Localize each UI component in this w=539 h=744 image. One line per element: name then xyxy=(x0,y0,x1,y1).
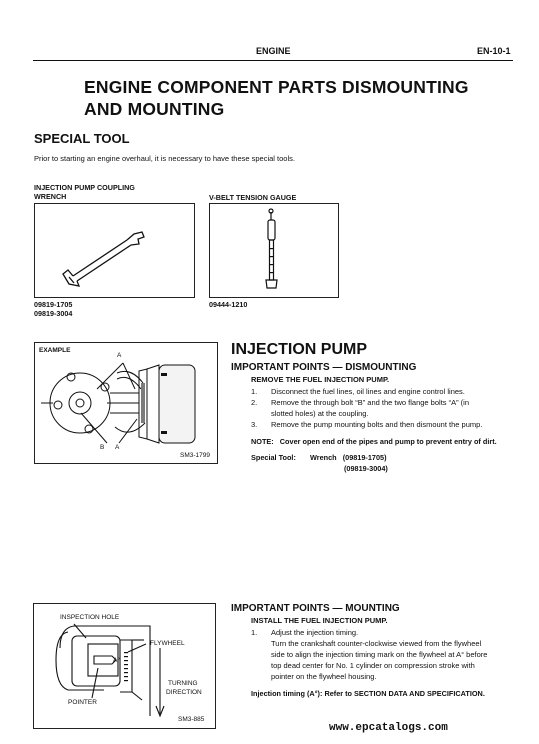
tool1-caption-line2: WRENCH xyxy=(34,192,67,201)
tool1-caption xyxy=(34,183,135,201)
mounting-heading: IMPORTANT POINTS — MOUNTING xyxy=(231,603,400,614)
tool1-figure xyxy=(34,203,195,298)
footer-url: www.epcatalogs.com xyxy=(329,722,448,734)
fig1-label: EXAMPLE xyxy=(39,347,71,354)
tool1-part1: 09819-1705 xyxy=(34,300,73,309)
special-tool-label: Special Tool: xyxy=(251,453,296,462)
tool2-caption-line1: V-BELT TENSION GAUGE xyxy=(209,193,297,202)
special-tool-wrench: Wrench (09819-1705) xyxy=(310,453,387,462)
tool1-part-numbers xyxy=(34,300,72,318)
fig1-callout-b: B xyxy=(100,444,105,451)
flywheel-timing-diagram xyxy=(34,604,215,728)
wrench-icon xyxy=(35,204,194,297)
flywheel-figure xyxy=(33,603,216,729)
dismount-step-3-num: 3. xyxy=(251,420,258,429)
tool2-figure xyxy=(209,203,339,298)
special-tool-wrench-part2: (09819-3004) xyxy=(344,464,388,473)
injection-timing-note: Injection timing (A°): Refer to SECTION DATA AND SPECIFICATION. xyxy=(251,689,485,698)
tool1-caption-line1: INJECTION PUMP COUPLING xyxy=(34,183,135,192)
dismount-step-1-num: 1. xyxy=(251,387,258,396)
fig1-callout-a-top: A xyxy=(117,352,122,359)
dismount-step-2-num: 2. xyxy=(251,398,258,407)
mount-body-line3: top dead center for No. 1 cylinder on compression stroke with xyxy=(271,661,475,670)
fig2-angle-label: A° xyxy=(113,657,120,664)
page-title-line1: ENGINE COMPONENT PARTS DISMOUNTING xyxy=(84,77,469,97)
mount-body-line4: pointer on the flywheel housing. xyxy=(271,672,377,681)
mount-step-1-title: Adjust the injection timing. xyxy=(271,628,359,637)
page-title xyxy=(84,76,469,120)
dismounting-subheading: REMOVE THE FUEL INJECTION PUMP. xyxy=(251,375,390,384)
dismount-step-3-text: Remove the pump mounting bolts and then dismount the pump. xyxy=(271,420,483,429)
dismount-step-2-text-b: slotted holes) at the coupling. xyxy=(271,409,369,418)
page-title-line2: AND MOUNTING xyxy=(84,99,225,119)
tool1-part2: 09819-3004 xyxy=(34,309,73,318)
special-tool-intro: Prior to starting an engine overhaul, it is necessary to have these special tools. xyxy=(34,154,295,163)
header-rule xyxy=(33,60,513,61)
fig1-callout-a-bottom: A xyxy=(115,444,120,451)
tool2-caption xyxy=(209,193,296,202)
fig2-pointer-label: POINTER xyxy=(68,699,97,706)
dismount-step-1-text: Disconnect the fuel lines, oil lines and engine control lines. xyxy=(271,387,465,396)
special-tool-heading: SPECIAL TOOL xyxy=(34,131,130,146)
injection-pump-heading: INJECTION PUMP xyxy=(231,341,368,358)
injection-pump-coupling-diagram xyxy=(35,343,217,463)
page-number: EN-10-1 xyxy=(477,46,511,56)
dismounting-heading: IMPORTANT POINTS — DISMOUNTING xyxy=(231,362,417,373)
dismount-note: NOTE: Cover open end of the pipes and pump to prevent entry of dirt. xyxy=(251,437,497,446)
fig2-inspection-hole-label: INSPECTION HOLE xyxy=(60,614,120,621)
tool2-part-numbers xyxy=(209,300,247,309)
header-section: ENGINE xyxy=(256,46,291,56)
coupling-figure xyxy=(34,342,218,464)
mount-body-line1: Turn the crankshaft counter-clockwise viewed from the flywheel xyxy=(271,639,482,648)
fig2-code: SM3-885 xyxy=(178,716,205,723)
fig2-flywheel-label: FLYWHEEL xyxy=(150,640,185,647)
dismount-step-2-text-a: Remove the through bolt “B” and the two flange bolts “A” (in xyxy=(271,398,470,407)
tension-gauge-icon xyxy=(210,204,338,297)
fig2-turning-label: TURNING xyxy=(168,680,198,687)
mount-body-line2: side to align the injection timing mark on the flywheel at A° before xyxy=(271,650,488,659)
fig2-direction-label: DIRECTION xyxy=(166,689,202,696)
tool2-part1: 09444-1210 xyxy=(209,300,248,309)
fig1-code: SM3-1799 xyxy=(180,452,210,459)
mounting-subheading: INSTALL THE FUEL INJECTION PUMP. xyxy=(251,616,388,625)
mount-step-1-num: 1. xyxy=(251,628,258,637)
